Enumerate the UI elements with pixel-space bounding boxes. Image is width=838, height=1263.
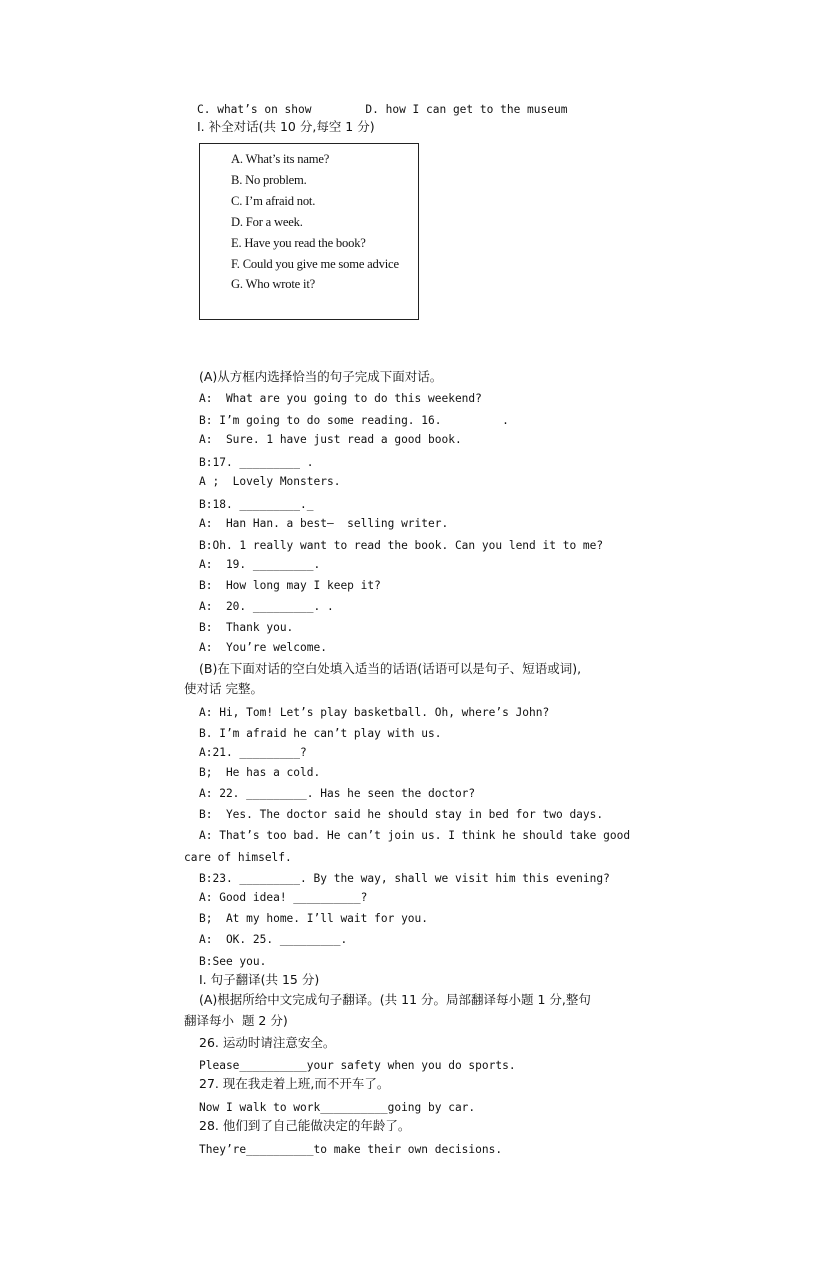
dialog-b-line: A: Hi, Tom! Let’s play basketball. Oh, where’s John? — [199, 706, 550, 719]
dialog-a-line: A: 19. _________. — [199, 558, 321, 571]
dialog-a-line: A ; Lovely Monsters. — [199, 475, 341, 488]
translation-item-26-en: Please__________your safety when you do sports. — [199, 1059, 516, 1072]
dialog-a-line: A: 20. _________. . — [199, 600, 334, 613]
dialog-b-line: B: Yes. The doctor said he should stay in bed for two days. — [199, 808, 604, 821]
dialog-b-line: A: OK. 25. _________. — [199, 933, 348, 946]
options-box — [199, 143, 419, 320]
dialog-b-line: A: 22. _________. Has he seen the doctor? — [199, 787, 476, 800]
section-dialog-title: I. 补全对话(共 10 分,每空 1 分) — [197, 119, 375, 134]
dialog-b-line: B; He has a cold. — [199, 766, 321, 779]
dialog-b-line-cont: care of himself. — [184, 851, 292, 864]
translation-instruction: (A)根据所给中文完成句子翻译。(共 11 分。局部翻译每小题 1 分,整句 — [199, 992, 591, 1007]
option-a: A. What’s its name? — [231, 152, 330, 166]
part-b-instruction: (B)在下面对话的空白处填入适当的话语(话语可以是句子、短语或词), — [199, 661, 582, 676]
option-d: D. For a week. — [231, 215, 303, 229]
dialog-b-line: B:See you. — [199, 955, 267, 968]
dialog-b-line: B:23. _________. By the way, shall we visit him this evening? — [199, 872, 610, 885]
translation-item-28-zh: 28. 他们到了自己能做决定的年龄了。 — [199, 1118, 411, 1133]
translation-item-28-en: They’re__________to make their own decisions. — [199, 1143, 503, 1156]
dialog-b-line: A: Good idea! __________? — [199, 891, 368, 904]
dialog-a-line: A: Han Han. a best— selling writer. — [199, 517, 449, 530]
dialog-a-line: B: Thank you. — [199, 621, 294, 634]
dialog-a-line: B:18. _________._ — [199, 498, 314, 511]
dialog-a-line: A: Sure. 1 have just read a good book. — [199, 433, 462, 446]
option-b: B. No problem. — [231, 173, 307, 187]
dialog-b-line: B. I’m afraid he can’t play with us. — [199, 727, 442, 740]
part-b-instruction-cont: 使对话 完整。 — [184, 681, 263, 696]
translation-item-27-en: Now I walk to work__________going by car. — [199, 1101, 476, 1114]
dialog-a-line: B: How long may I keep it? — [199, 579, 381, 592]
dialog-a-line: B: I’m going to do some reading. 16. . — [199, 414, 509, 427]
dialog-b-line: A: That’s too bad. He can’t join us. I think he should take good — [199, 829, 631, 842]
dialog-b-line: B; At my home. I’ll wait for you. — [199, 912, 429, 925]
section-translation-title: I. 句子翻译(共 15 分) — [199, 972, 320, 987]
dialog-a-line: A: You’re welcome. — [199, 641, 327, 654]
translation-item-26-zh: 26. 运动时请注意安全。 — [199, 1035, 336, 1050]
dialog-a-line: B:Oh. 1 really want to read the book. Can you lend it to me? — [199, 539, 604, 552]
previous-question-options: C. what’s on show D. how I can get to the museum — [197, 103, 568, 116]
option-e: E. Have you read the book? — [231, 236, 366, 250]
option-c: C. I’m afraid not. — [231, 194, 316, 208]
part-a-instruction: (A)从方框内选择恰当的句子完成下面对话。 — [199, 369, 443, 384]
dialog-a-line: B:17. _________ . — [199, 456, 314, 469]
dialog-a-line: A: What are you going to do this weekend? — [199, 392, 482, 405]
translation-instruction-cont: 翻译每小 题 2 分) — [184, 1013, 288, 1028]
option-g: G. Who wrote it? — [231, 277, 316, 291]
option-f: F. Could you give me some advice — [231, 257, 399, 271]
dialog-b-line: A:21. _________? — [199, 746, 307, 759]
translation-item-27-zh: 27. 现在我走着上班,而不开车了。 — [199, 1076, 390, 1091]
